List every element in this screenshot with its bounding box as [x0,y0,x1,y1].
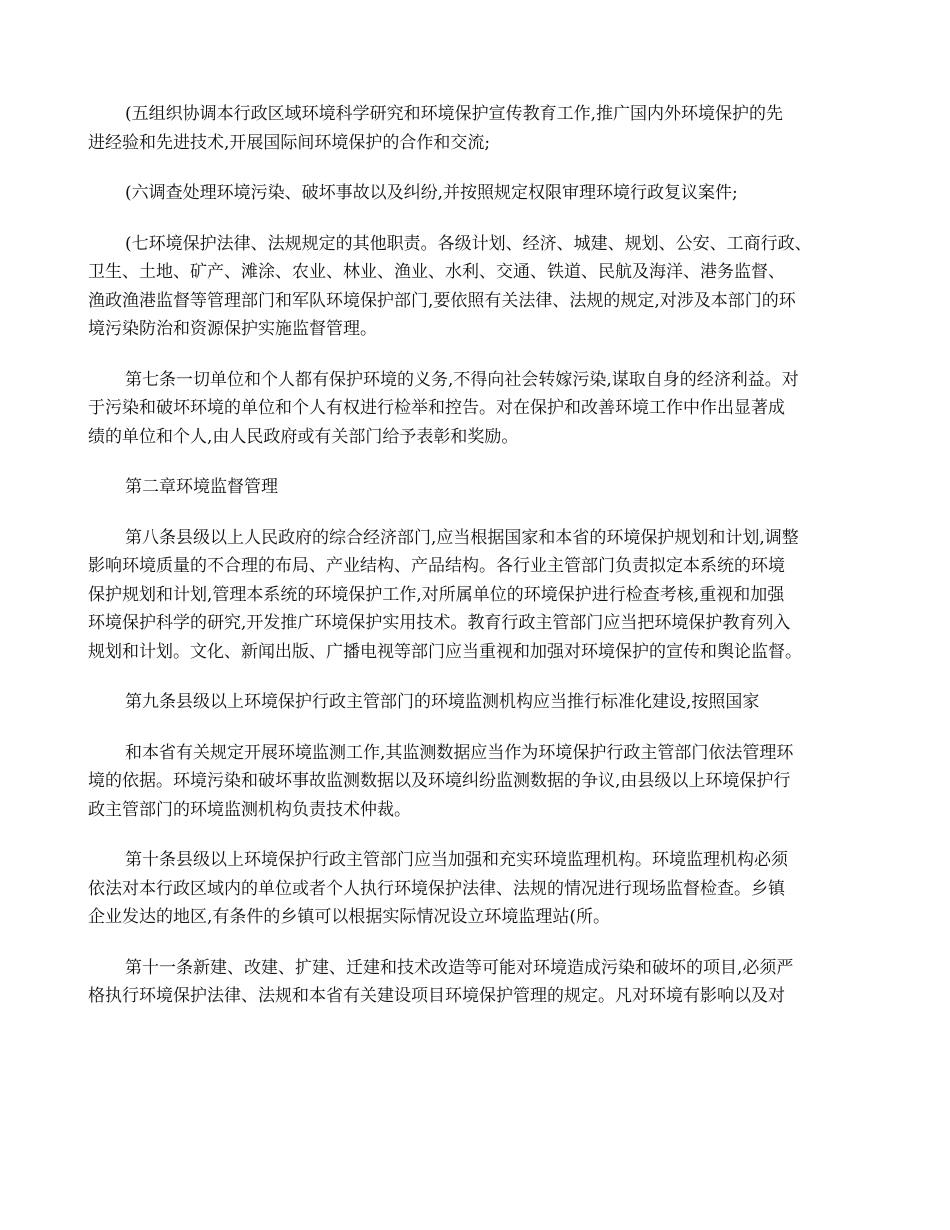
text-line: 政主管部门的环境监测机构负责技术仲裁。 [88,799,411,820]
text-line: 第九条县级以上环境保护行政主管部门的环境监测机构应当推行标准化建设,按照国家 [125,692,760,712]
article-9 [88,688,870,717]
paragraph-item-6 [88,179,870,208]
text-line: 规划和计划。文化、新闻出版、广播电视等部门应当重视和加强对环境保护的宣传和舆论监督。 [88,641,802,662]
article-9-continued [88,739,870,825]
text-line: 渔政渔港监督等管理部门和军队环境保护部门,要依照有关法律、法规的规定,对涉及本部门的环 [88,290,796,311]
text-line: 绩的单位和个人,由人民政府或有关部门给予表彰和奖励。 [88,426,519,447]
text-line: 环境保护科学的研究,开发推广环境保护实用技术。教育行政主管部门应当把环境保护教育列入 [88,613,791,633]
text-line: (六调查处理环境污染、破坏事故以及纠纷,并按照规定权限审理环境行政复议案件; [125,183,738,203]
text-line: 第八条县级以上人民政府的综合经济部门,应当根据国家和本省的环境保护规划和计划,调整 [125,527,799,548]
text-line: 境的依据。环境污染和破坏事故监测数据以及环境纠纷监测数据的争议,由县级以上环境保护行 [88,771,791,791]
text-line: 依法对本行政区域内的单位或者个人执行环境保护法律、法规的情况进行现场监督检查。乡镇 [88,878,785,899]
text-line: (七环境保护法律、法规规定的其他职责。各级计划、经济、城建、规划、公安、工商行政、 [125,233,812,254]
article-8 [88,524,870,667]
text-line: 影响环境质量的不合理的布局、产业结构、产品结构。各行业主管部门负责拟定本系统的环境 [88,556,785,576]
article-11 [88,954,870,1011]
text-line: 境污染防治和资源保护实施监督管理。 [88,319,377,339]
article-7 [88,366,870,452]
paragraph-item-7 [88,230,870,344]
text-line: 卫生、土地、矿产、滩涂、农业、林业、渔业、水利、交通、铁道、民航及海洋、港务监督、 [88,262,785,282]
text-line: 第十条县级以上环境保护行政主管部门应当加强和充实环境监理机构。环境监理机构必须 [125,850,788,870]
text-line: 于污染和破坏环境的单位和个人有权进行检举和控告。对在保护和改善环境工作中作出显著成 [88,398,785,418]
text-line: 保护规划和计划,管理本系统的环境保护工作,对所属单位的环境保护进行检查考核,重视和加强 [88,584,785,605]
text-line: 第十一条新建、改建、扩建、迁建和技术改造等可能对环境造成污染和破坏的项目,必须严 [125,957,794,978]
article-10 [88,846,870,932]
text-line: 企业发达的地区,有条件的乡镇可以根据实际情况设立环境监理站(所。 [88,907,611,927]
text-line: 第七条一切单位和个人都有保护环境的义务,不得向社会转嫁污染,谋取自身的经济利益。对 [125,369,799,390]
text-line: 和本省有关规定开展环境监测工作,其监测数据应当作为环境保护行政主管部门依法管理环 [125,742,794,763]
text-line: (五组织协调本行政区域环境科学研究和环境保护宣传教育工作,推广国内外环境保护的先 [125,104,784,124]
paragraph-item-5 [88,100,870,157]
text-line: 进经验和先进技术,开展国际间环境保护的合作和交流; [88,132,491,153]
text-line: 第二章环境监督管理 [125,477,278,497]
text-line: 格执行环境保护法律、法规和本省有关建设项目环境保护管理的规定。凡对环境有影响以及对 [88,986,785,1006]
chapter-heading [88,473,870,502]
